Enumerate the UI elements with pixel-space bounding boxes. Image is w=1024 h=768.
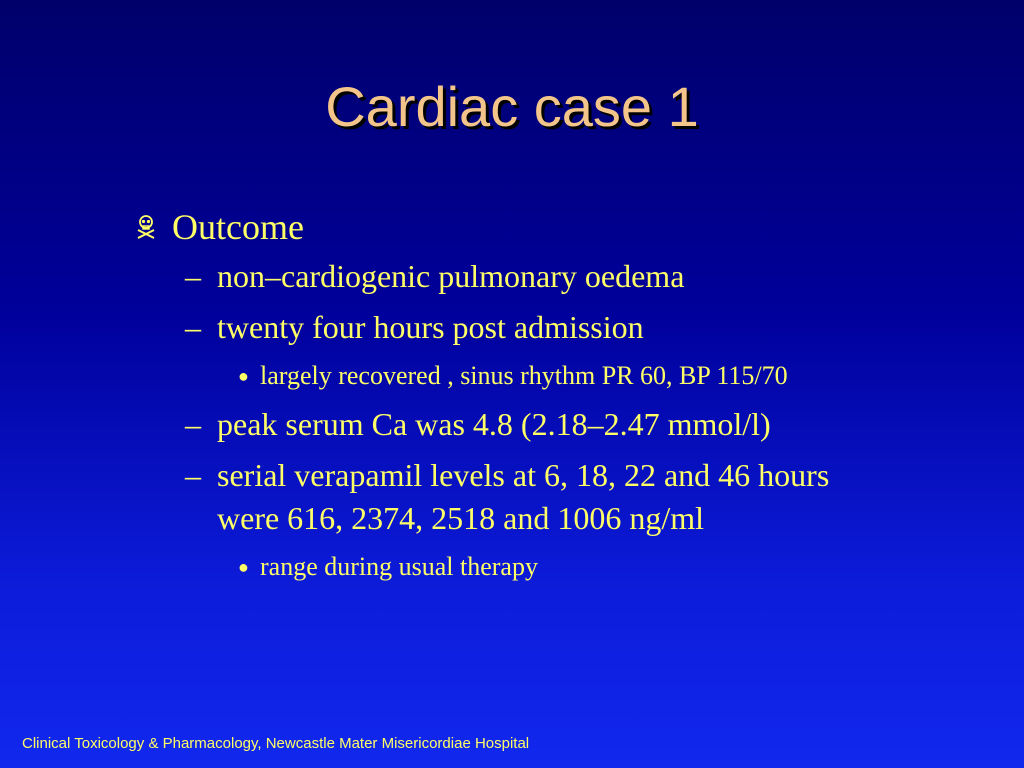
sub-bullet-text: twenty four hours post admission (217, 309, 644, 345)
bullet-outcome-label: Outcome (172, 207, 304, 247)
dot-marker: ● (238, 557, 249, 577)
sub-bullet-text: peak serum Ca was 4.8 (2.18–2.47 mmol/l) (217, 406, 771, 442)
bullet-outcome (130, 205, 910, 249)
sub-sub-bullet-text: range during usual therapy (260, 552, 538, 581)
sub-sub-bullet-recovered (238, 357, 910, 395)
sub-bullet-text: serial verapamil levels at 6, 18, 22 and 46 hours were 616, 2374, 2518 and 1006 ng/ml (217, 457, 830, 536)
sub-bullet-pulmonary-oedema (185, 255, 910, 298)
dot-marker: ● (238, 366, 249, 386)
sub-sub-bullet-usual-therapy (238, 548, 910, 586)
dash-marker: – (185, 457, 201, 493)
dash-marker: – (185, 406, 201, 442)
sub-bullet-verapamil-levels (185, 454, 910, 540)
skull-crossbones-icon (130, 205, 172, 249)
dash-marker: – (185, 309, 201, 345)
slide-footer: Clinical Toxicology & Pharmacology, Newcastle Mater Misericordiae Hospital (22, 735, 530, 752)
sub-bullet-text: non–cardiogenic pulmonary oedema (217, 258, 685, 294)
slide-title: Cardiac case 1 (325, 75, 699, 138)
sub-bullet-twenty-four-hours (185, 306, 910, 349)
dash-marker: – (185, 258, 201, 294)
slide-body (130, 205, 910, 594)
sub-bullet-peak-serum-ca (185, 403, 910, 446)
sub-sub-bullet-text: largely recovered , sinus rhythm PR 60, BP 115/70 (260, 361, 788, 390)
